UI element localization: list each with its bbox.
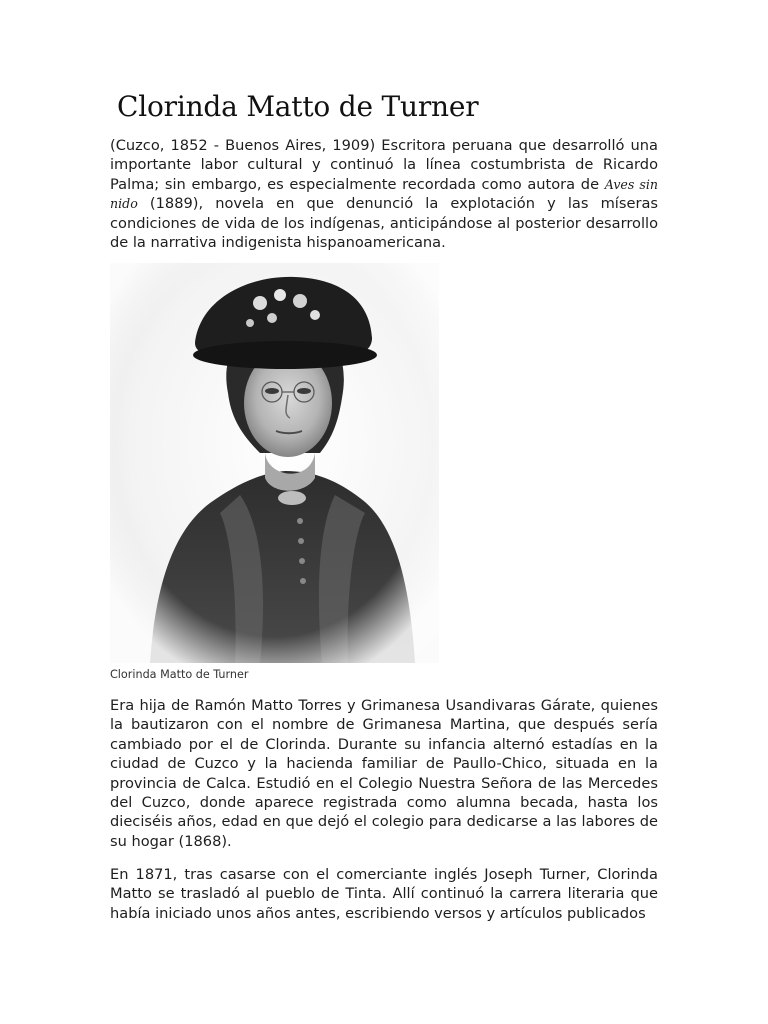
- body-paragraph: En 1871, tras casarse con el comerciante inglés Joseph Turner, Clorinda Matto se trasladó al pueblo de Tinta. Allí continuó la carrera literaria que había iniciado unos años antes, escribiendo versos y artículos publicados: [110, 866, 658, 922]
- intro-paragraph: [110, 136, 658, 252]
- book-title-aves-sin-nido: Aves sin nido: [110, 176, 658, 212]
- portrait-photo: [110, 263, 439, 663]
- intro-text-start: (Cuzco, 1852 - Buenos Aires, 1909) Escritora peruana que desarrolló una importante labor cultural y continuó la línea costumbrista de Ricardo Palma; sin embargo, es especialmente recordada como autora de: [110, 137, 658, 193]
- body-paragraph: Era hija de Ramón Matto Torres y Grimanesa Usandivaras Gárate, quienes la bautizaron con el nombre de Grimanesa Martina, que después sería cambiado por el de Clorinda. Durante su infancia alternó estadías en la ciudad de Cuzco y la hacienda familiar de Paullo-Chico, situada en la provincia de Calca. Estudió en el Colegio Nuestra Señora de las Mercedes del Cuzco, donde aparece registrada como alumna becada, hasta los dieciséis años, edad en que dejó el colegio para dedicarse a las labores de su hogar (1868).: [110, 697, 658, 850]
- article-title: Clorinda Matto de Turner: [117, 90, 479, 123]
- intro-text-end: (1889), novela en que denunció la explotación y las míseras condiciones de vida de los indígenas, anticipándose al posterior desarrollo de la narrativa indigenista hispanoamericana.: [110, 195, 658, 252]
- image-caption: Clorinda Matto de Turner: [110, 668, 249, 681]
